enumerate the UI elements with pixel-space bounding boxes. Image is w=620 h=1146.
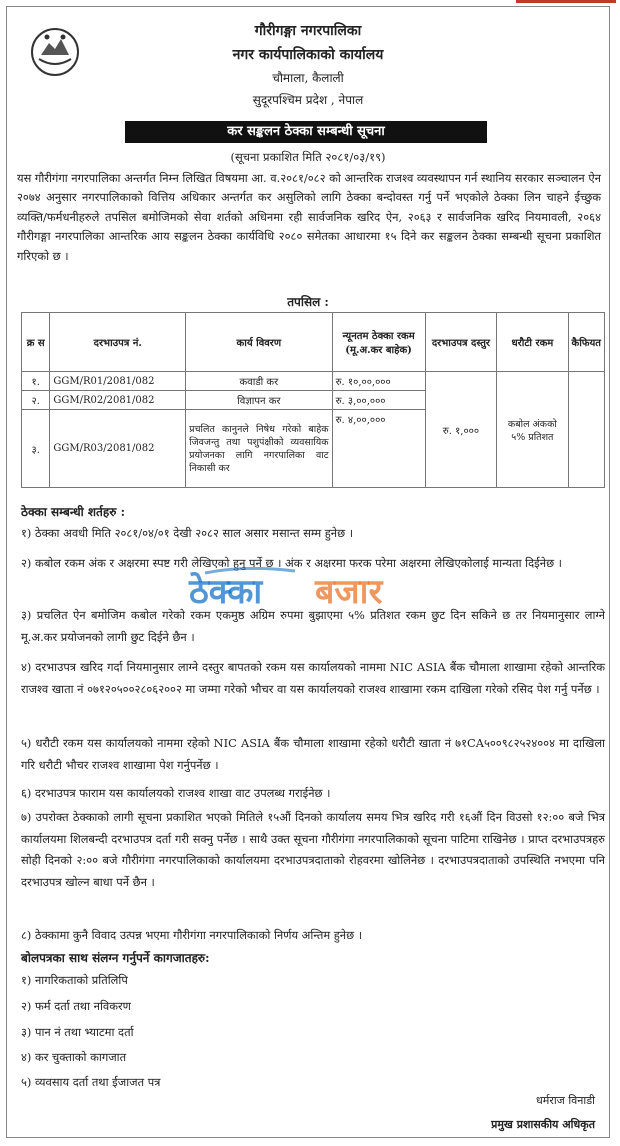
row-sn: १. (22, 372, 50, 391)
row-sn: ३. (22, 410, 50, 488)
fee-cell: रु. १,००० (425, 372, 497, 488)
thekka-bazar-watermark (185, 567, 445, 613)
row-amount: रु. ३,००,००० (332, 391, 425, 410)
office-name: नगर कार्यपालिकाको कार्यालय (232, 47, 384, 63)
condition-item: २) कबोल रकम अंक र अक्षरमा स्पष्ट गरी लेखिएको हुनु पर्ने छ । अंक र अक्षरमा फरक परेमा अक्षरमा लेखिएकोलाई मान्यता दिईनेछ । (21, 556, 563, 570)
row-sn: २. (22, 391, 50, 410)
header-deposit: धरौटी रकम (497, 313, 568, 372)
document-item: ५) व्यवसाय दर्ता तथा ईजाजत पत्र (21, 1075, 161, 1089)
watermark-word-1: ठेक्का (189, 572, 263, 612)
table-row (22, 372, 605, 391)
row-desc: कवाडी कर (186, 372, 332, 391)
document-item: २) फर्म दर्ता तथा नविकरण (21, 999, 131, 1013)
documents-title: बोलपत्रका साथ संलग्न गर्नुपर्ने कागजातहरु: (21, 951, 210, 965)
remarks-cell (568, 372, 604, 488)
document-item: ३) पान नं तथा भ्याटमा दर्ता (21, 1025, 134, 1039)
top-accent-bar (516, 0, 616, 3)
header-sn: क्र स (22, 313, 50, 372)
document-item: १) नागरिकताको प्रतिलिपि (21, 973, 128, 987)
row-desc: प्रचलित कानुनले निषेध गरेको बाहेक जिवजन्तु तथा पशुपंक्षीको व्यवसायिक प्रयोजनका लागि नगरपालिका वाट निकासी कर (186, 410, 332, 488)
notice-page (6, 6, 610, 1138)
notice-title: कर सङ्कलन ठेक्का सम्बन्धी सूचना (125, 121, 487, 143)
signatory-designation: प्रमुख प्रशासकीय अधिकृत (491, 1118, 595, 1131)
table-title: तपसिल : (287, 295, 329, 309)
condition-item: १) ठेक्का अवधी मिति २०८१/०४/०१ देखी २०८२ साल असार मसान्त सम्म हुनेछ । (21, 526, 354, 540)
contract-table (21, 312, 605, 488)
document-item: ४) कर चुक्ताको कागजात (21, 1050, 127, 1064)
office-location: चौमाला, कैलाली (272, 71, 344, 85)
condition-item: ७) उपरोक्त ठेक्काको लागी सूचना प्रकाशित भएको मितिले १५औं दिनको कार्यालय समय भित्र खरिद गरी १६औं दिन विउसो १२:०० बजे भित्र कार्यालयमा शिलबन्दी दरभाउपत्र दर्ता गरी सक्नु पर्नेछ । साथै उक्त सूचना गौरीगंगा नगरपालिकाको सूचना पाटिमा राखिनेछ । प्राप्त दरभाउपत्रहरु सोही दिनको २:०० बजे गौरीगंगा नगरपालिकाको कार्यालयमा दरभाउपत्रदाताको रोहवरमा खोलिनेछ । दरभाउपत्रदाताको उपस्थिति नभएमा पनि दरभाउपत्र खोल्न बाधा पर्ने छैन । (21, 810, 605, 889)
province-name: सुदूरपश्चिम प्रदेश , नेपाल (252, 93, 364, 107)
watermark-word-2: बजार (315, 572, 383, 612)
condition-item: ३) प्रचलित ऐन बमोजिम कबोल गरेको रकम एकमुष्ठ अग्रिम रुपमा बुझाएमा ५% प्रतिशत रकम छुट दिन सकिने छ तर नियमानुसार लाग्ने मू.अ.कर प्रयोजनको लागी छुट दिईने छैन । (21, 608, 605, 644)
condition-item: ४) दरभाउपत्र खरिद गर्दा नियमानुसार लाग्ने दस्तुर बापतको रकम यस कार्यालयको नाममा NIC ASIA बैंक चौमाला शाखामा रहेको आन्तरिक राजश्व खाता नं ०७१२०५००२८०६२००२ मा जम्मा गरेको भौचर वा यस कार्यालयको राजश्व शाखामा रकम दाखिला गरेको रसिद पेश गर्नु पर्नेछ । (21, 660, 605, 696)
publish-date: (सूचना प्रकाशित मिति २०८१/०३/१९) (230, 150, 386, 164)
header-remarks: कैफियत (568, 313, 604, 372)
row-code: GGM/R02/2081/082 (50, 391, 186, 410)
row-amount: रु. ४,००,००० (332, 410, 425, 488)
header-desc: कार्य विवरण (186, 313, 332, 372)
intro-paragraph: यस गौरीगंगा नगरपालिका अन्तर्गत निम्न लिखित विषयमा आ. व.२०८१/०८२ को आन्तरिक राजश्व व्यवस्थापन गर्न स्थानिय सरकार सञ्चालन ऐन २०७४ अनुसार नगरपालिकाको वित्तिय अधिकार अन्तर्गत कर असुलिको लागि ठेक्का बन्दोवस्त गर्नु पर्ने भएकोले ठेक्का लिन चाहने ईच्छुक व्यक्ति/फर्मधनीहरुले तपसिल बमोजिमको सेवा शर्तको अधिनमा रही सार्वजनिक खरिद ऐन, २०६३ र सार्वजनिक खरिद नियमावली, २०६४ गौरीगङ्गा नगरपालिका आन्तरिक आय सङ्कलन ठेक्का कार्यविधि २०८० समेतका आधारमा १५ दिने कर सङ्कलन ठेक्का सम्बन्धी सूचना प्रकाशित गरिएको छ । (17, 171, 601, 263)
watermark-logo-icon (185, 567, 445, 613)
header-amount: न्यूनतम ठेक्का रकम (मू.अ.कर बाहेक) (332, 313, 425, 372)
conditions-title: ठेक्का सम्बन्धी शर्तहरु : (21, 505, 126, 519)
condition-item: ६) दरभाउपत्र फाराम यस कार्यालयको राजश्व शाखा वाट उपलब्ध गराईनेछ । (21, 786, 331, 800)
deposit-cell: कबोल अंकको ५% प्रतिशत (497, 372, 568, 488)
row-amount: रु. १०,००,००० (332, 372, 425, 391)
row-desc: विज्ञापन कर (186, 391, 332, 410)
condition-item: ५) धरौटी रकम यस कार्यालयको नाममा रहेको NIC ASIA बैंक चौमाला शाखामा रहेको धरौटी खाता नं ७१CA५००९८२५२४००४ मा दाखिला गरि धरौटी भौचर राजश्व शाखामा पेश गर्नुपर्नेछ । (21, 736, 605, 772)
municipality-name: गौरीगङ्गा नगरपालिका (254, 23, 362, 39)
condition-item: ८) ठेक्कामा कुनै विवाद उत्पन्न भएमा गौरीगंगा नगरपालिकाको निर्णय अन्तिम हुनेछ । (21, 928, 363, 942)
row-code: GGM/R03/2081/082 (50, 410, 186, 488)
signatory-name: धर्मराज विनाडी (535, 1094, 595, 1107)
header-fee: दरभाउपत्र दस्तुर (425, 313, 497, 372)
row-code: GGM/R01/2081/082 (50, 372, 186, 391)
header-code: दरभाउपत्र नं. (50, 313, 186, 372)
